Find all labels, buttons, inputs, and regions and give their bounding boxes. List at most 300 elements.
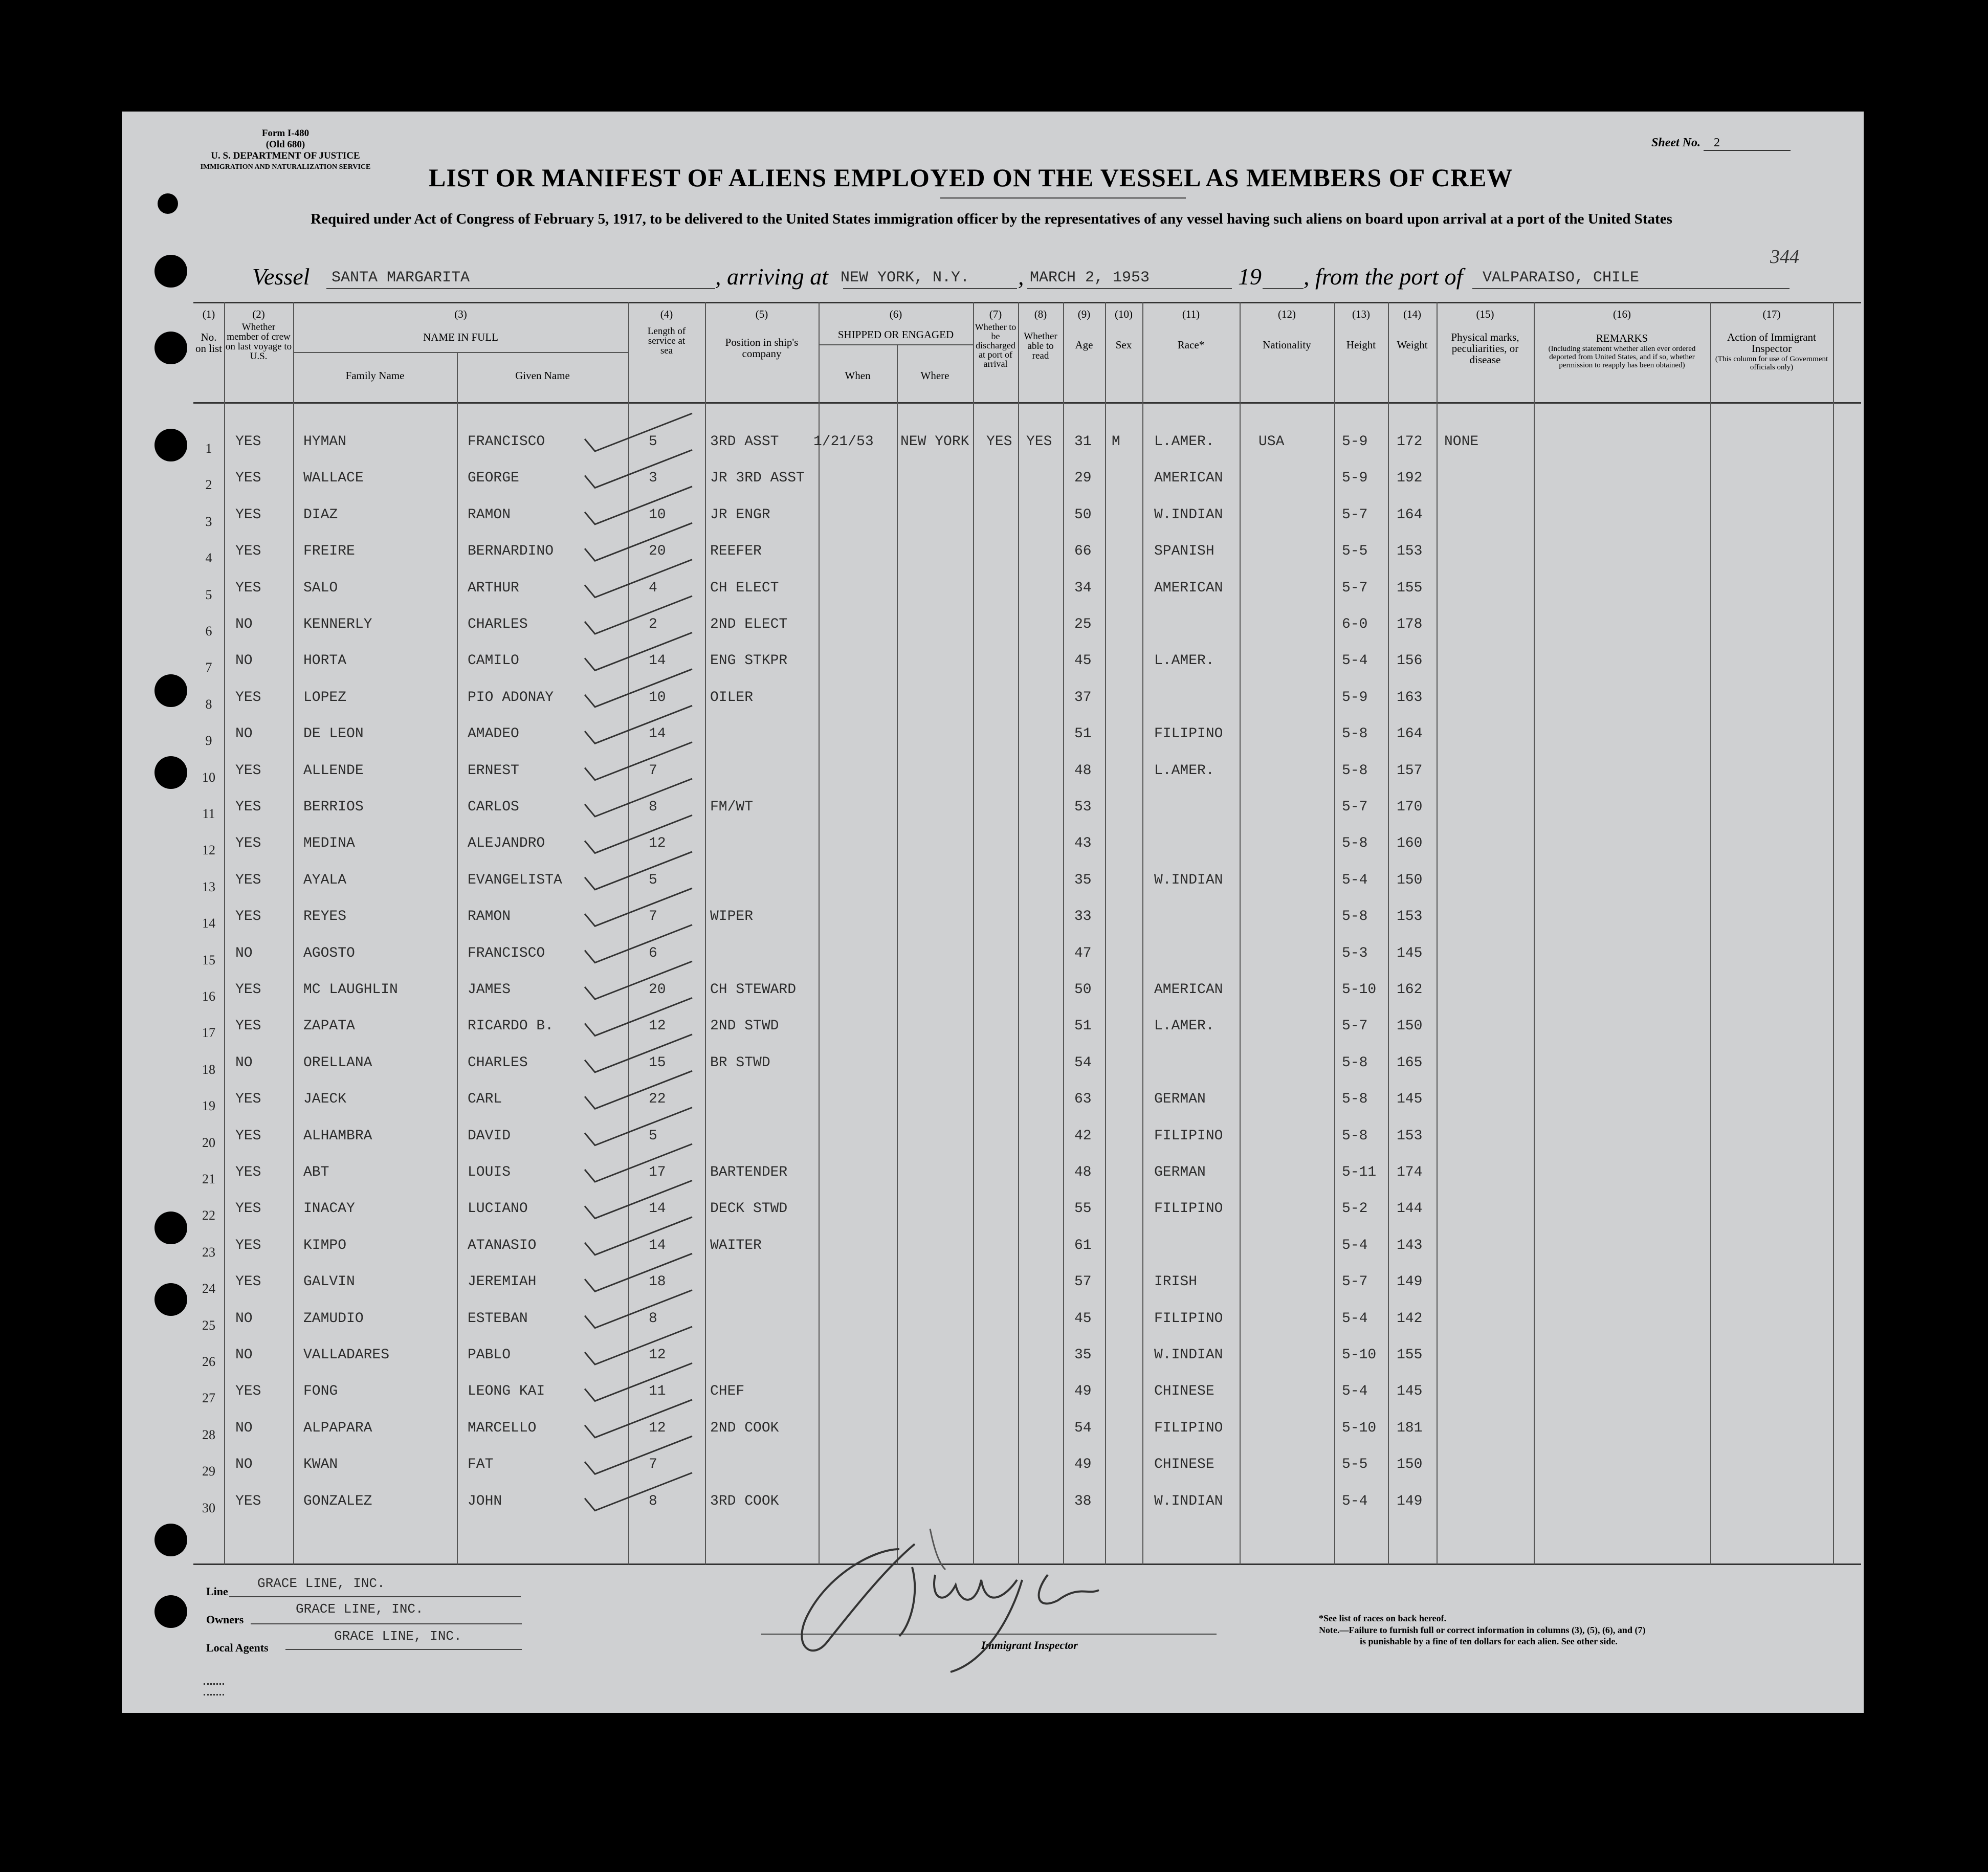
service-length-cell: 8 [649, 799, 657, 815]
row-number-cell: 9 [205, 733, 212, 748]
previous-voyage-cell: YES [235, 835, 261, 851]
manifest-page [122, 112, 1864, 1713]
header-age: Age [1075, 339, 1093, 351]
position-cell: 2ND STWD [710, 1018, 779, 1034]
height-cell: 5-8 [1342, 1128, 1368, 1144]
given-name-cell: FRANCISCO [468, 945, 545, 961]
checkmark-icon [585, 1327, 692, 1364]
race-cell: L.AMER. [1154, 1018, 1214, 1034]
age-cell: 50 [1074, 982, 1092, 998]
row-number-cell: 4 [205, 550, 212, 565]
col-number: (2) [252, 308, 265, 320]
height-cell: 6-0 [1342, 616, 1368, 632]
age-cell: 49 [1074, 1457, 1092, 1472]
height-cell: 5-7 [1342, 1274, 1368, 1290]
page-title: LIST OR MANIFEST OF ALIENS EMPLOYED ON THE VESSEL AS MEMBERS OF CREW [429, 163, 1513, 192]
weight-cell: 178 [1397, 616, 1423, 632]
row-number-cell: 16 [202, 989, 215, 1004]
row-number-cell: 20 [202, 1135, 215, 1150]
height-cell: 5-4 [1342, 1383, 1368, 1399]
row-number-cell: 18 [202, 1062, 215, 1077]
family-name-cell: SALO [303, 580, 338, 596]
race-cell: FILIPINO [1154, 1420, 1223, 1436]
form-number: Form I-480 [261, 128, 310, 139]
previous-voyage-cell: NO [235, 1457, 253, 1472]
stamp-number: 344 [1770, 246, 1799, 268]
service-length-cell: 5 [649, 872, 657, 888]
previous-voyage-cell: YES [235, 1201, 261, 1217]
header-race: Race* [1177, 339, 1205, 351]
checkmark-icon [585, 669, 692, 707]
col-number: (4) [660, 308, 673, 320]
race-cell: SPANISH [1154, 543, 1214, 559]
row-number-cell: 13 [202, 879, 215, 894]
agents-value: GRACE LINE, INC. [334, 1628, 462, 1644]
checkmark-icon [585, 852, 692, 890]
header-length-of-service: Length of service at sea [647, 326, 686, 356]
height-cell: 5-4 [1342, 1493, 1368, 1509]
row-number-cell: 17 [202, 1025, 215, 1040]
given-name-cell: FRANCISCO [468, 434, 545, 450]
checkmark-icon [585, 1363, 692, 1401]
service-length-cell: 12 [649, 1018, 666, 1034]
checkmark-icon [585, 413, 692, 451]
row-number-cell: 12 [202, 843, 215, 857]
page-subtitle: Required under Act of Congress of February 5, 1917, to be delivered to the United States immigration officer by the representatives of any vessel having such aliens on board upon arrival at a port of the United States [311, 211, 1672, 227]
date-comma: , [1018, 263, 1024, 290]
footnote-penalty: Note.—Failure to furnish full or correct information in columns (3), (5), (6), and (7) [1319, 1625, 1646, 1635]
service-length-cell: 11 [649, 1383, 666, 1399]
family-name-cell: GONZALEZ [303, 1493, 372, 1509]
sex-cell: M [1112, 434, 1120, 450]
header-shipped-when: When [845, 369, 871, 382]
family-name-cell: ALLENDE [303, 763, 364, 779]
height-cell: 5-10 [1342, 982, 1377, 998]
service-length-cell: 12 [649, 1420, 666, 1436]
line-label: Line [206, 1585, 228, 1598]
race-cell: CHINESE [1154, 1383, 1214, 1399]
previous-voyage-cell: YES [235, 1018, 261, 1034]
service-length-cell: 14 [649, 1201, 666, 1217]
row-number-cell: 3 [205, 514, 212, 529]
weight-cell: 172 [1397, 434, 1423, 450]
checkmark-icon [585, 961, 692, 999]
checkmark-icon [585, 523, 692, 561]
race-cell: L.AMER. [1154, 763, 1214, 779]
service-length-cell: 15 [649, 1055, 666, 1071]
previous-voyage-cell: YES [235, 1493, 261, 1509]
given-name-cell: MARCELLO [468, 1420, 537, 1436]
given-name-cell: ARTHUR [468, 580, 519, 596]
checkmark-icon [585, 1217, 692, 1255]
header-able-to-read: Whether able to read [1024, 331, 1057, 361]
discharged-cell: YES [986, 434, 1012, 450]
row-number-cell: 11 [202, 806, 215, 821]
age-cell: 53 [1074, 799, 1092, 815]
service-length-cell: 8 [649, 1311, 657, 1327]
given-name-cell: LUCIANO [468, 1201, 528, 1217]
height-cell: 5-11 [1342, 1164, 1377, 1180]
header-family-name: Family Name [345, 369, 405, 382]
weight-cell: 145 [1397, 945, 1423, 961]
position-cell: JR 3RD ASST [710, 470, 805, 486]
header-position: Position in ship's company [725, 336, 799, 360]
given-name-cell: PABLO [468, 1347, 511, 1363]
given-name-cell: JOHN [468, 1493, 502, 1509]
col-number: (7) [989, 308, 1002, 320]
race-cell: L.AMER. [1154, 434, 1214, 450]
given-name-cell: ALEJANDRO [468, 835, 545, 851]
height-cell: 5-8 [1342, 763, 1368, 779]
given-name-cell: CARLOS [468, 799, 519, 815]
service-length-cell: 22 [649, 1091, 666, 1107]
age-cell: 29 [1074, 470, 1092, 486]
checkmark-icon [585, 450, 692, 488]
age-cell: 35 [1074, 872, 1092, 888]
header-shipped-engaged: SHIPPED OR ENGAGED [837, 328, 954, 341]
height-cell: 5-8 [1342, 1055, 1368, 1071]
col-number: (12) [1278, 308, 1296, 320]
given-name-cell: CHARLES [468, 616, 528, 632]
race-cell: IRISH [1154, 1274, 1198, 1290]
service-length-cell: 20 [649, 982, 666, 998]
checkmark-icon [585, 1071, 692, 1109]
family-name-cell: HORTA [303, 653, 347, 669]
previous-voyage-cell: YES [235, 543, 261, 559]
row-number-cell: 28 [202, 1427, 215, 1442]
weight-cell: 145 [1397, 1091, 1423, 1107]
age-cell: 51 [1074, 1018, 1092, 1034]
height-cell: 5-4 [1342, 1238, 1368, 1253]
age-cell: 61 [1074, 1238, 1092, 1253]
race-cell: W.INDIAN [1154, 872, 1223, 888]
family-name-cell: ALPAPARA [303, 1420, 372, 1436]
service-length-cell: 7 [649, 1457, 657, 1472]
given-name-cell: JAMES [468, 982, 511, 998]
arrival-date: MARCH 2, 1953 [1030, 269, 1150, 287]
position-cell: JR ENGR [710, 507, 770, 523]
service-length-cell: 4 [649, 580, 657, 596]
owners-value: GRACE LINE, INC. [296, 1601, 424, 1617]
weight-cell: 163 [1397, 690, 1423, 706]
footnote-races: *See list of races on back hereof. [1319, 1613, 1447, 1623]
family-name-cell: REYES [303, 909, 347, 924]
header-remarks-note: (Including statement whether alien ever ordered deported from United States, and if so, whether permission to reapply has been obtained) [1548, 345, 1696, 369]
position-cell: CHEF [710, 1383, 745, 1399]
age-cell: 48 [1074, 1164, 1092, 1180]
height-cell: 5-7 [1342, 1018, 1368, 1034]
race-cell: W.INDIAN [1154, 507, 1223, 523]
race-cell: FILIPINO [1154, 1201, 1223, 1217]
weight-cell: 157 [1397, 763, 1423, 779]
height-cell: 5-9 [1342, 434, 1368, 450]
position-cell: BR STWD [710, 1055, 770, 1071]
family-name-cell: ZAMUDIO [303, 1311, 364, 1327]
from-port: VALPARAISO, CHILE [1483, 269, 1640, 287]
weight-cell: 181 [1397, 1420, 1423, 1436]
previous-voyage-cell: NO [235, 653, 253, 669]
given-name-cell: ERNEST [468, 763, 519, 779]
weight-cell: 192 [1397, 470, 1423, 486]
height-cell: 5-5 [1342, 1457, 1368, 1472]
age-cell: 55 [1074, 1201, 1092, 1217]
service-length-cell: 7 [649, 909, 657, 924]
given-name-cell: ESTEBAN [468, 1311, 528, 1327]
weight-cell: 156 [1397, 653, 1423, 669]
header-given-name: Given Name [515, 369, 570, 382]
family-name-cell: LOPEZ [303, 690, 347, 706]
height-cell: 5-9 [1342, 690, 1368, 706]
checkmark-icon [585, 1436, 692, 1474]
family-name-cell: WALLACE [303, 470, 364, 486]
arriving-label: , arriving at [715, 263, 829, 290]
previous-voyage-cell: YES [235, 580, 261, 596]
position-cell: 3RD ASST [710, 434, 779, 450]
previous-voyage-cell: YES [235, 1128, 261, 1144]
race-cell: L.AMER. [1154, 653, 1214, 669]
service-length-cell: 14 [649, 653, 666, 669]
checkmark-icon [585, 925, 692, 963]
previous-voyage-cell: NO [235, 1311, 253, 1327]
race-cell: FILIPINO [1154, 726, 1223, 742]
previous-voyage-cell: YES [235, 1238, 261, 1253]
checkmark-icon [585, 1180, 692, 1218]
service-length-cell: 14 [649, 726, 666, 742]
position-cell: 2ND ELECT [710, 616, 788, 632]
vessel-name: SANTA MARGARITA [332, 269, 470, 287]
family-name-cell: ZAPATA [303, 1018, 355, 1034]
previous-voyage-cell: YES [235, 1274, 261, 1290]
service-length-cell: 5 [649, 434, 657, 450]
race-cell: CHINESE [1154, 1457, 1214, 1472]
race-cell: AMERICAN [1154, 470, 1223, 486]
family-name-cell: KIMPO [303, 1238, 347, 1253]
service-length-cell: 14 [649, 1238, 666, 1253]
service-length-cell: 12 [649, 835, 666, 851]
from-label: , from the port of [1304, 263, 1463, 290]
vessel-label: Vessel [252, 263, 310, 290]
previous-voyage-cell: YES [235, 507, 261, 523]
weight-cell: 142 [1397, 1311, 1423, 1327]
age-cell: 38 [1074, 1493, 1092, 1509]
height-cell: 5-7 [1342, 507, 1368, 523]
header-physical-marks: Physical marks, peculiarities, or disease [1451, 331, 1519, 366]
able-to-read-cell: YES [1026, 434, 1052, 450]
age-cell: 34 [1074, 580, 1092, 596]
position-cell: WIPER [710, 909, 754, 924]
family-name-cell: ABT [303, 1164, 329, 1180]
line-value: GRACE LINE, INC. [257, 1576, 385, 1591]
col-number: (5) [755, 308, 768, 320]
age-cell: 51 [1074, 726, 1092, 742]
family-name-cell: ORELLANA [303, 1055, 372, 1071]
position-cell: OILER [710, 690, 754, 706]
row-number-cell: 25 [202, 1318, 215, 1333]
previous-voyage-cell: NO [235, 1420, 253, 1436]
checkmark-icon [585, 815, 692, 853]
position-cell: 3RD COOK [710, 1493, 779, 1509]
service-length-cell: 6 [649, 945, 657, 961]
weight-cell: 149 [1397, 1274, 1423, 1290]
age-cell: 37 [1074, 690, 1092, 706]
col-number: (17) [1762, 308, 1781, 320]
service-length-cell: 17 [649, 1164, 666, 1180]
weight-cell: 150 [1397, 872, 1423, 888]
previous-voyage-cell: YES [235, 982, 261, 998]
age-cell: 48 [1074, 763, 1092, 779]
checkmark-icon [585, 596, 692, 634]
given-name-cell: CARL [468, 1091, 502, 1107]
col-number: (14) [1403, 308, 1421, 320]
age-cell: 47 [1074, 945, 1092, 961]
header-sex: Sex [1115, 339, 1132, 351]
row-number-cell: 14 [202, 916, 215, 931]
position-cell: CH ELECT [710, 580, 779, 596]
height-cell: 5-8 [1342, 835, 1368, 851]
position-cell: WAITER [710, 1238, 762, 1253]
service-length-cell: 5 [649, 1128, 657, 1144]
previous-voyage-cell: NO [235, 616, 253, 632]
age-cell: 45 [1074, 1311, 1092, 1327]
family-name-cell: MEDINA [303, 835, 355, 851]
checkmark-icon [585, 706, 692, 743]
col-number: (15) [1476, 308, 1494, 320]
given-name-cell: LOUIS [468, 1164, 511, 1180]
service-length-cell: 12 [649, 1347, 666, 1363]
given-name-cell: CAMILO [468, 653, 519, 669]
given-name-cell: PIO ADONAY [468, 690, 554, 706]
previous-voyage-cell: NO [235, 945, 253, 961]
inspector-label: Immigrant Inspector [981, 1639, 1078, 1651]
col-number: (11) [1182, 308, 1200, 320]
checkmark-icon [585, 1034, 692, 1072]
row-number-cell: 30 [202, 1501, 215, 1515]
weight-cell: 164 [1397, 726, 1423, 742]
weight-cell: 160 [1397, 835, 1423, 851]
weight-cell: 153 [1397, 909, 1423, 924]
checkmark-icon [585, 487, 692, 524]
position-cell: REEFER [710, 543, 762, 559]
sheet-label: Sheet No. [1651, 136, 1700, 149]
weight-cell: 174 [1397, 1164, 1423, 1180]
given-name-cell: AMADEO [468, 726, 519, 742]
service-length-cell: 3 [649, 470, 657, 486]
previous-voyage-cell: YES [235, 909, 261, 924]
age-cell: 66 [1074, 543, 1092, 559]
checkmark-icon [585, 998, 692, 1036]
height-cell: 5-4 [1342, 872, 1368, 888]
owners-label: Owners [206, 1613, 244, 1626]
row-number-cell: 22 [202, 1208, 215, 1223]
weight-cell: 149 [1397, 1493, 1423, 1509]
weight-cell: 153 [1397, 543, 1423, 559]
age-cell: 54 [1074, 1055, 1092, 1071]
previous-voyage-cell: YES [235, 763, 261, 779]
weight-cell: 153 [1397, 1128, 1423, 1144]
service-length-cell: 20 [649, 543, 666, 559]
height-cell: 5-10 [1342, 1347, 1377, 1363]
service-length-cell: 8 [649, 1493, 657, 1509]
previous-voyage-cell: YES [235, 434, 261, 450]
race-cell: AMERICAN [1154, 580, 1223, 596]
age-cell: 45 [1074, 653, 1092, 669]
nationality-cell: USA [1258, 434, 1285, 450]
previous-voyage-cell: YES [235, 1383, 261, 1399]
weight-cell: 155 [1397, 580, 1423, 596]
height-cell: 5-9 [1342, 470, 1368, 486]
previous-voyage-cell: YES [235, 690, 261, 706]
position-cell: DECK STWD [710, 1201, 788, 1217]
family-name-cell: VALLADARES [303, 1347, 390, 1363]
given-name-cell: LEONG KAI [468, 1383, 545, 1399]
given-name-cell: FAT [468, 1457, 494, 1472]
weight-cell: 144 [1397, 1201, 1423, 1217]
col-number: (3) [454, 308, 467, 320]
row-number-cell: 26 [202, 1354, 215, 1369]
checkmark-icon [585, 560, 692, 598]
previous-voyage-cell: NO [235, 1347, 253, 1363]
col-number: (10) [1115, 308, 1133, 320]
service-length-cell: 10 [649, 690, 666, 706]
family-name-cell: GALVIN [303, 1274, 355, 1290]
row-number-cell: 10 [202, 770, 215, 785]
height-cell: 5-4 [1342, 1311, 1368, 1327]
col-number: (13) [1352, 308, 1370, 320]
header-shipped-where: Where [920, 369, 949, 382]
header-inspector-action: Action of Immigrant Inspector [1727, 331, 1816, 355]
header-name-in-full: NAME IN FULL [423, 331, 498, 343]
family-name-cell: ALHAMBRA [303, 1128, 372, 1144]
physical-marks-cell: NONE [1444, 434, 1479, 450]
position-cell: BARTENDER [710, 1164, 788, 1180]
weight-cell: 155 [1397, 1347, 1423, 1363]
position-cell: ENG STKPR [710, 653, 788, 669]
age-cell: 57 [1074, 1274, 1092, 1290]
header-no-on-list: No. on list [195, 331, 222, 355]
age-cell: 31 [1074, 434, 1092, 450]
given-name-cell: JEREMIAH [468, 1274, 537, 1290]
checkmark-icon [585, 1290, 692, 1328]
age-cell: 43 [1074, 835, 1092, 851]
checkmark-icon [585, 1473, 692, 1511]
previous-voyage-cell: NO [235, 1055, 253, 1071]
age-cell: 33 [1074, 909, 1092, 924]
family-name-cell: BERRIOS [303, 799, 364, 815]
age-cell: 25 [1074, 616, 1092, 632]
given-name-cell: DAVID [468, 1128, 511, 1144]
service-length-cell: 18 [649, 1274, 666, 1290]
family-name-cell: FREIRE [303, 543, 355, 559]
row-number-cell: 5 [205, 587, 212, 602]
family-name-cell: KENNERLY [303, 616, 372, 632]
header-inspector-note: (This column for use of Government officials only) [1715, 355, 1828, 371]
given-name-cell: GEORGE [468, 470, 519, 486]
form-old-number: (Old 680) [266, 139, 305, 150]
header-weight: Weight [1397, 339, 1428, 351]
header-previous-voyage: Whether member of crew on last voyage to U.S. [225, 322, 292, 362]
height-cell: 5-5 [1342, 543, 1368, 559]
shipped-when-cell: 1/21/53 [813, 434, 874, 450]
age-cell: 54 [1074, 1420, 1092, 1436]
given-name-cell: RICARDO B. [468, 1018, 554, 1034]
height-cell: 5-2 [1342, 1201, 1368, 1217]
header-nationality: Nationality [1263, 339, 1311, 351]
header-discharged: Whether to be discharged at port of arrival [975, 322, 1017, 369]
age-cell: 35 [1074, 1347, 1092, 1363]
family-name-cell: AYALA [303, 872, 347, 888]
previous-voyage-cell: YES [235, 1164, 261, 1180]
family-name-cell: JAECK [303, 1091, 347, 1107]
